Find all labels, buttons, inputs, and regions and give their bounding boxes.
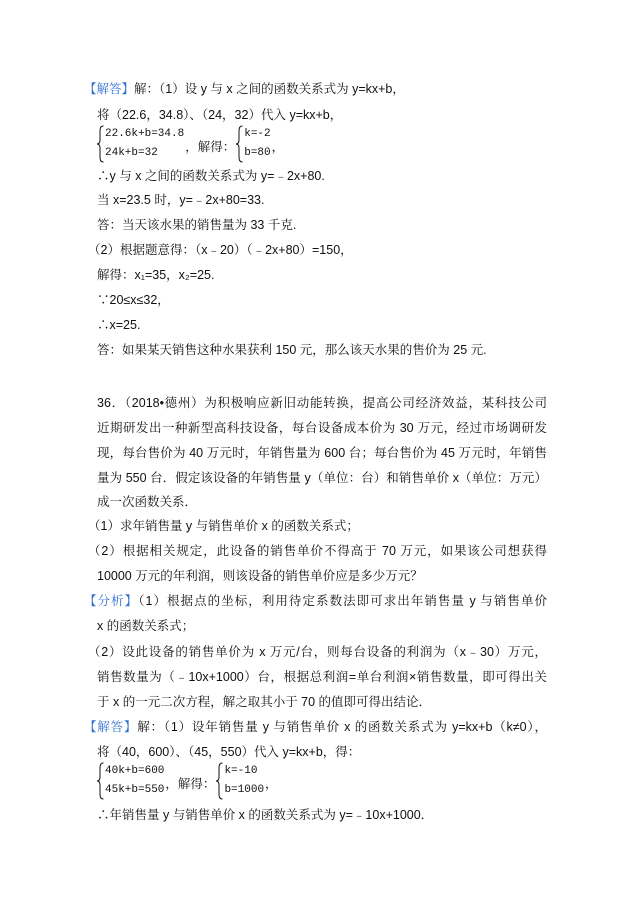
- question-line: （2）根据相关规定，此设备的销售单价不得高于 70 万元，如果该公司想获得: [88, 544, 547, 558]
- solution-line: [84, 719, 547, 735]
- equation-system: [96, 762, 278, 800]
- analysis-tag: 【分析】: [84, 594, 139, 608]
- solve-connector: ，解得：: [185, 139, 236, 154]
- solution-conclusion: ∴年销售量 y 与销售单价 x 的函数关系式为 y=﹣10x+1000．: [97, 808, 434, 822]
- answer-heading-line: [84, 81, 405, 97]
- solution-step-line: （2）根据题意得：（x﹣20）（﹣2x+80）=150，: [88, 243, 353, 257]
- problem-number: 36．: [97, 396, 125, 410]
- brace-symbol: [235, 125, 243, 163]
- brace-symbol: [96, 125, 104, 163]
- solve-connector: ，解得：: [165, 776, 216, 791]
- equation: 24k+b=32: [105, 147, 158, 159]
- solution-equation: k=-10: [224, 765, 258, 777]
- solution-step-line: 解得：x₁=35，x₂=25.: [97, 268, 215, 282]
- question-line: 10000 万元的年利润，则该设备的销售单价应是多少万元？: [97, 569, 423, 583]
- solution-step-line: ∴y 与 x 之间的函数关系式为 y=﹣2x+80.: [97, 169, 325, 183]
- solution-intro: 解：（1）设年销售量 y 与销售单价 x 的函数关系式为 y=kx+b（k≠0），: [137, 720, 547, 734]
- solution-step-line: 答：当天该水果的销售量为 33 千克.: [97, 218, 297, 232]
- system-solution: [223, 762, 265, 800]
- problem-line: 近期研发出一种新型高科技设备，每台设备成本价为 30 万元，经过市场调研发: [97, 421, 547, 435]
- solution-step-line: ∴x=25.: [97, 318, 141, 332]
- equation-system: [96, 125, 284, 163]
- problem-line: [97, 395, 547, 411]
- problem-line: 成一次函数关系．: [97, 495, 198, 509]
- brace-symbol: [215, 762, 223, 800]
- system-equations: [104, 762, 165, 800]
- substitution-line: 将（22.6，34.8）、（24，32）代入 y=kx+b，: [97, 108, 343, 122]
- analysis-line: x 的函数关系式；: [97, 619, 195, 633]
- problem-line: 量为 550 台．假定该设备的年销售量 y（单位：台）和销售单价 x（单位：万元）: [97, 471, 547, 485]
- problem-line: 现，每台售价为 40 万元时，年销售量为 600 台；每台售价为 45 万元时，年销售: [97, 446, 547, 460]
- equation: 22.6k+b=34.8: [105, 128, 185, 140]
- solution-step-line: 当 x=23.5 时，y=﹣2x+80=33.: [97, 193, 265, 207]
- system-tail: ，: [271, 139, 285, 154]
- substitution-line: 将（40，600）、（45，550）代入 y=kx+b，得：: [97, 745, 361, 759]
- solution-equation: b=80: [244, 147, 271, 159]
- solution-equation: b=1000: [224, 784, 265, 796]
- analysis-line: （2）设此设备的销售单价为 x 万元/台，则每台设备的利润为（x﹣30）万元，: [88, 645, 547, 659]
- analysis-line: 于 x 的一元二次方程，解之取其小于 70 的值即可得出结论．: [97, 695, 432, 709]
- analysis-line: [84, 593, 547, 609]
- analysis-text: （1）根据点的坐标，利用待定系数法即可求出年销售量 y 与销售单价: [138, 594, 547, 608]
- solution-step-line: ∵20≤x≤32，: [97, 293, 170, 307]
- solution-step-line: 答：如果某天销售这种水果获利 150 元，那么该天水果的售价为 25 元.: [97, 343, 487, 357]
- problem-source: （2018•德州）: [124, 396, 205, 410]
- answer-intro: 解：（1）设 y 与 x 之间的函数关系式为 y=kx+b，: [134, 82, 405, 96]
- solution-equation: k=-2: [244, 128, 271, 140]
- system-solution: [243, 125, 271, 163]
- equation: 45k+b=550: [105, 784, 165, 796]
- equation: 40k+b=600: [105, 765, 165, 777]
- system-tail: ，: [265, 776, 278, 791]
- question-line: （1）求年销售量 y 与销售单价 x 的函数关系式；: [88, 519, 359, 533]
- analysis-line: 销售数量为（﹣10x+1000）台，根据总利润=单台利润×销售数量，即可得出关: [97, 670, 547, 684]
- system-equations: [104, 125, 185, 163]
- brace-symbol: [96, 762, 104, 800]
- solution-tag: 【解答】: [84, 720, 138, 734]
- problem-text: 为积极响应新旧动能转换，提高公司经济效益，某科技公司: [204, 396, 548, 410]
- answer-tag: 【解答】: [84, 82, 135, 96]
